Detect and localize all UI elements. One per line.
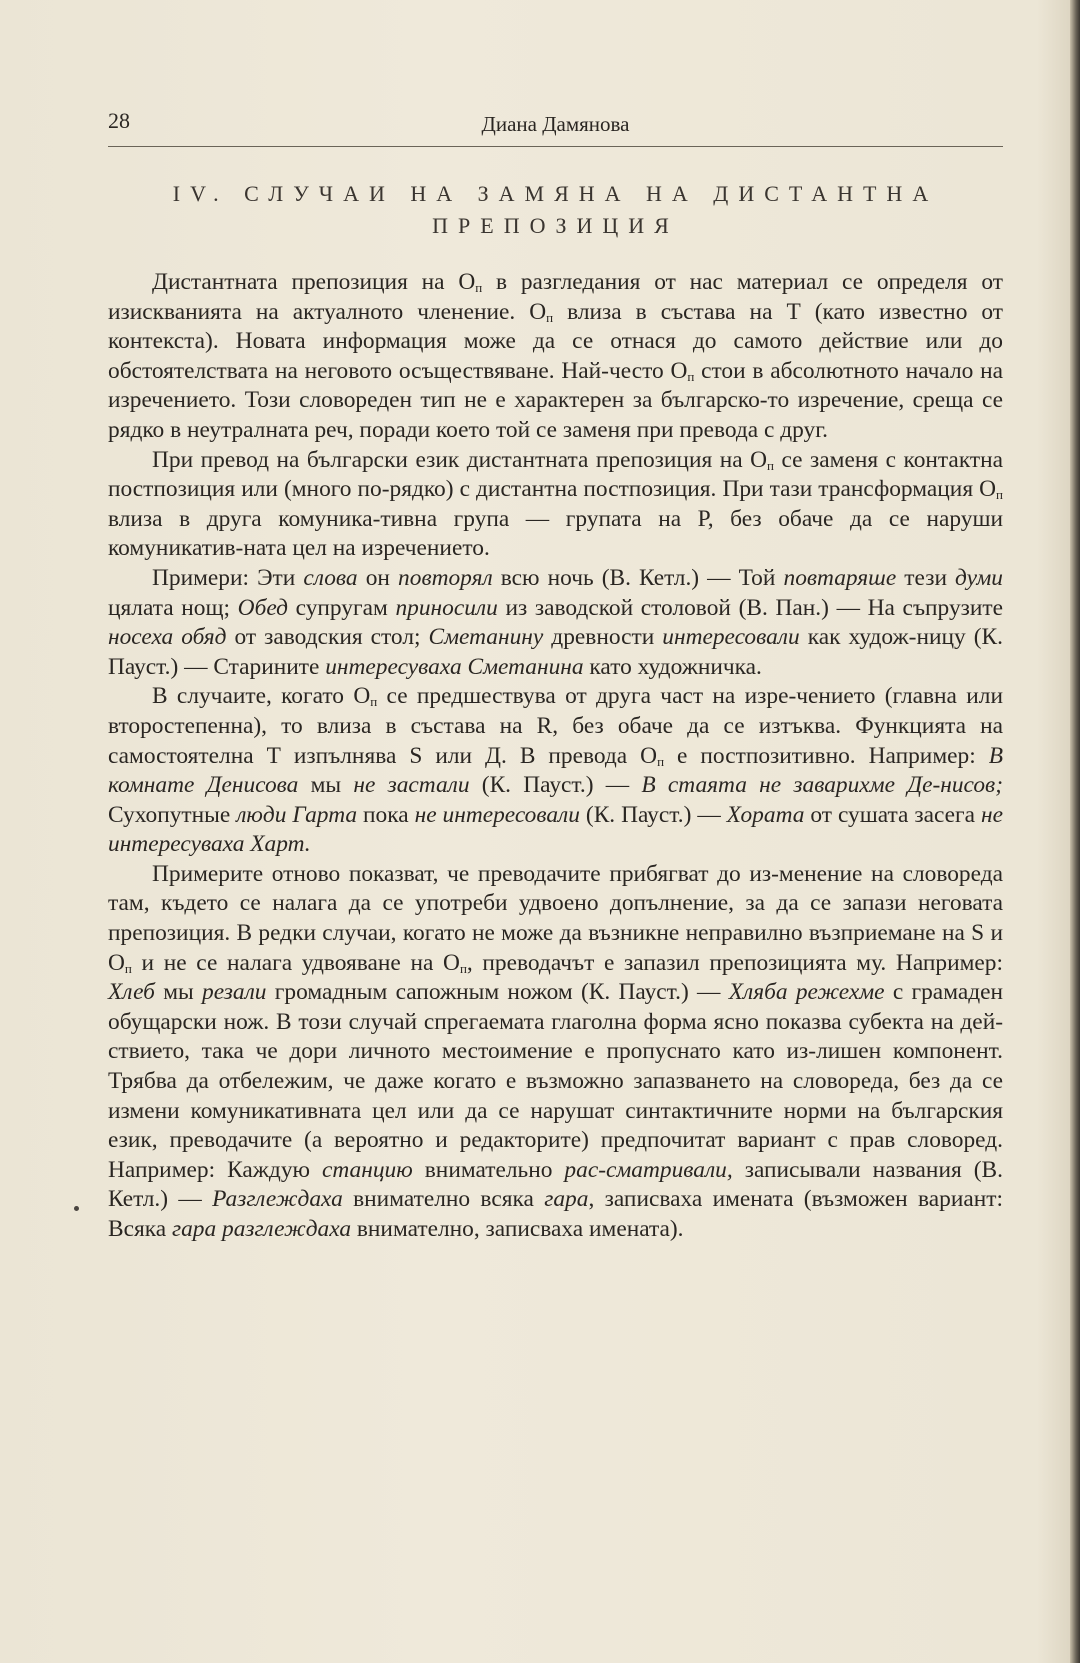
section-title-line-2: ПРЕПОЗИЦИЯ (432, 213, 679, 238)
page-header (108, 106, 1003, 147)
paragraph-2: При превод на български език дистантната препозиция на $О_п$ се заменя с контактна постпозиция или (много по-рядко) с дистантна постпозиция. При тази трансформация $О_п$ влиза в друга комуника-тивна група — групата на Р, без обаче да се наруши комуникатив-ната цел на изречението. (108, 446, 1003, 562)
paragraph-5: Примерите отново показват, че преводачите прибягват до из-менение на словореда там, където се налага да се употреби удвоено допълнение, за да се запази неговата препозиция. В редки случаи, когато не може да възникне неправилно възприемане на S и $О_п$ и не се налага удвояване на $О_п$, преводачът е запазил препозицията му. Например: Хлеб мы резали громадным сапожным ножом (К. Пауст.) — Хляба режехме с грамаден обущарски нож. В този случай спрегаемата глаголна форма ясно показва субекта на дей-ствието, така че дори личното местоимение е пропуснато като из-лишен компонент. Трябва да отбележим, че даже когато е възможно запазването на словореда, без да се измени комуникативната цел или да се нарушат синтактичните норми на българския език, преводачите (а вероятно и редакторите) предпочитат вариант с прав словоред. Например: Каждую станцию внимательно рас-сматривали, записывали названия (В. Кетл.) — Разглеждаха внимателно всяка гара, записваха имената (възможен вариант: Всяка гара разглеждаха внимателно, записваха имената). (108, 860, 1004, 1242)
running-head: Диана Дамянова (481, 112, 630, 136)
body-text (108, 268, 1003, 1245)
section-title (108, 178, 1003, 242)
page-number: 28 (108, 108, 130, 133)
page-edge-shadow (1070, 0, 1080, 1663)
section-title-line-1: IV. СЛУЧАИ НА ЗАМЯНА НА ДИСТАНТНА (172, 181, 939, 206)
paragraph-1: Дистантната препозиция на $О_п$ в разгледания от нас материал се определя от изискванията на актуалното членение. $О_п$ влиза в състава на Т (като известно от контекста). Новата информация може да се отнася до самото действие или до обстоятелствата на неговото осъществяване. Най-често $О_п$ стои в абсолютното начало на изречението. Този словореден тип не е характерен за българско-то изречение, среща се рядко в неутралната реч, поради което той се заменя при превода с друг. (108, 269, 1003, 443)
paragraph-4: В случаите, когато $О_п$ се предшествува от друга част на изре-чението (главна или второстепенна), то влиза в състава на R, без обаче да се изтъква. Функцията на самостоятелна Т изпълнява S или Д. В превода $О_п$ е постпозитивно. Например: В комнате Денисова мы не застали (К. Пауст.) — В стаята не заварихме Де-нисов; Сухопутные люди Гарта пока не интересовали (К. Пауст.) — Хората от сушата засега не интересуваха Харт. (108, 683, 1003, 858)
margin-dot (74, 1206, 79, 1211)
paragraph-3: Примери: Эти слова он повторял всю ночь (В. Кетл.) — Той повтаряше тези думи цялата нощ; Обед супругам приносили из заводской столовой (В. Пан.) — На съпрузите носеха обяд от заводския стол; Сметанину древности интересовали как худож-ницу (К. Пауст.) — Старините интересуваха Сметанина като художничка. (108, 564, 1003, 680)
